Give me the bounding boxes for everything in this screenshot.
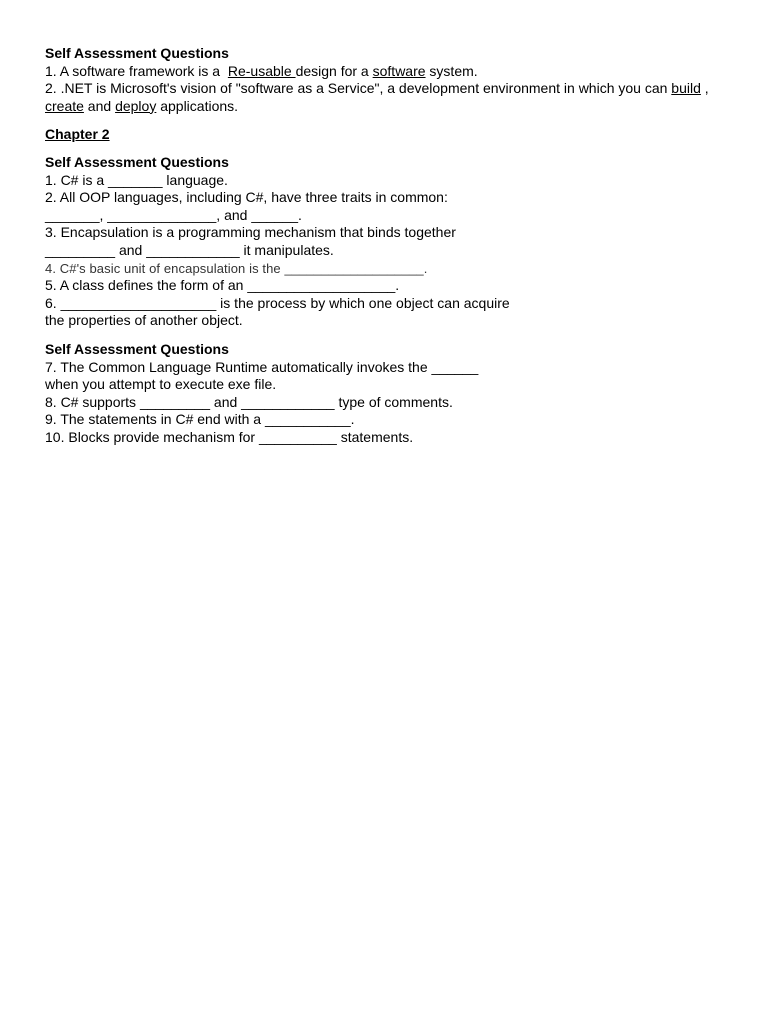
question-line: 6. ____________________ is the process by which one object can acquire bbox=[45, 294, 510, 311]
section-2 bbox=[45, 154, 735, 330]
question-line: 5. A class defines the form of an ___________________. bbox=[45, 277, 400, 294]
section-1 bbox=[45, 45, 735, 115]
chapter-block bbox=[45, 126, 735, 144]
section-3 bbox=[45, 341, 735, 447]
question-2-line-1 bbox=[45, 80, 735, 98]
q1-prefix: 1. A software framework is a bbox=[45, 62, 228, 79]
question-line: the properties of another object. bbox=[45, 312, 243, 329]
question-line: 3. Encapsulation is a programming mechanism that binds together bbox=[45, 224, 456, 241]
question-line: _________ and ____________ it manipulates. bbox=[45, 241, 334, 258]
q2-line1-suffix: , bbox=[700, 80, 709, 97]
q1-answer-software: software bbox=[372, 62, 426, 79]
question-line: 10. Blocks provide mechanism for __________ statements. bbox=[45, 428, 414, 445]
question-line: _______, ______________, and ______. bbox=[45, 206, 302, 223]
question-line: 2. All OOP languages, including C#, have three traits in common: bbox=[45, 189, 448, 206]
q1-suffix: system. bbox=[425, 62, 478, 79]
q2-prefix: 2. .NET is Microsoft's vision of "software as a Service", a development environment in which you can bbox=[45, 80, 672, 97]
section-heading: Self Assessment Questions bbox=[45, 341, 229, 357]
question-line: 9. The statements in C# end with a ___________. bbox=[45, 411, 355, 428]
question-line: 8. C# supports _________ and ____________ type of comments. bbox=[45, 393, 453, 410]
q2-answer-build: build bbox=[671, 80, 701, 97]
question-1 bbox=[45, 63, 735, 81]
question-line: 4. C#'s basic unit of encapsulation is the ___________________. bbox=[45, 260, 428, 276]
question-line: 1. C# is a _______ language. bbox=[45, 171, 228, 188]
section-heading: Self Assessment Questions bbox=[45, 45, 229, 61]
q2-middle: and bbox=[83, 97, 116, 114]
q2-answer-create: create bbox=[45, 97, 84, 114]
section-heading: Self Assessment Questions bbox=[45, 154, 229, 170]
chapter-title: Chapter 2 bbox=[45, 126, 110, 142]
q1-answer-reusable: Re-usable bbox=[227, 62, 296, 79]
question-2-line-2 bbox=[45, 98, 735, 116]
q2-answer-deploy: deploy bbox=[115, 97, 157, 114]
question-line: when you attempt to execute exe file. bbox=[45, 376, 277, 393]
q1-middle: design for a bbox=[295, 62, 373, 79]
q2-line2-suffix: applications. bbox=[156, 97, 239, 114]
question-line: 7. The Common Language Runtime automatically invokes the ______ bbox=[45, 358, 479, 375]
